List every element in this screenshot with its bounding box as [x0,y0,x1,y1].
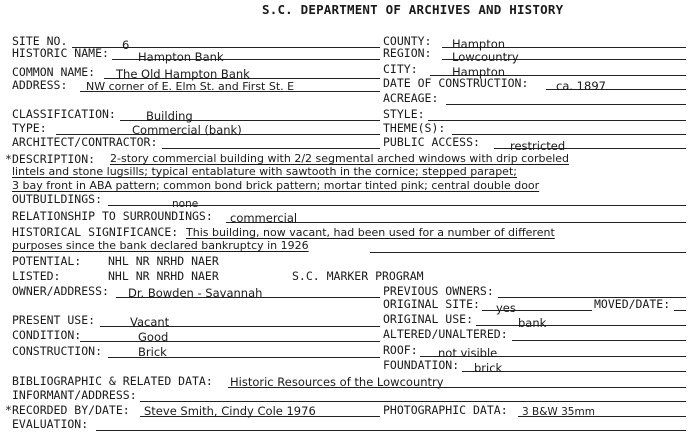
relationship-label: RELATIONSHIP TO SURROUNDINGS: [12,209,213,223]
historic-name-value: Hampton Bank [138,50,224,64]
site-no-label: SITE NO. [12,34,68,48]
common-name-value: The Old Hampton Bank [116,67,250,81]
region-value: Lowcountry [452,50,519,64]
sc-marker-program: S.C. MARKER PROGRAM [292,269,424,283]
city-label: CITY: [383,62,418,76]
condition-value: Good [138,330,169,344]
region-label: REGION: [383,46,432,60]
condition-line [80,341,380,342]
address-value: NW corner of E. Elm St. and First St. E [86,80,295,93]
original-site-value: yes [496,301,516,315]
recorded-label: RECORDED BY/DATE: [12,403,130,417]
description-marker: * [5,152,12,166]
description-line-3: 3 bay front in ABA pattern; common bond brick pattern; mortar tinted pink; central double door [12,179,540,192]
description-line-1: 2-story commercial building with 2/2 segmental arched windows with drip corbeled [110,152,570,165]
site-no-line [72,47,380,48]
owner-value: Dr. Bowden - Savannah [128,286,263,300]
description-label: DESCRIPTION: [12,152,96,166]
form-title: S.C. DEPARTMENT OF ARCHIVES AND HISTORY [262,2,564,17]
address-label: ADDRESS: [12,78,68,92]
site-no-value: 6 [122,38,130,52]
roof-label: ROOF: [383,343,418,357]
relationship-value: commercial [230,211,298,225]
county-label: COUNTY: [383,34,432,48]
informant-line [140,401,686,402]
public-access-value: restricted [510,139,566,153]
present-use-value: Vacant [130,315,170,329]
potential-label: POTENTIAL: [12,254,82,268]
architect-label: ARCHITECT/CONTRACTOR: [12,135,158,149]
listed-label: LISTED: [12,269,61,283]
photographic-label: PHOTOGRAPHIC DATA: [383,403,508,417]
potential-codes: NHL NR NRHD NAER [108,254,219,268]
common-name-label: COMMON NAME: [12,65,96,79]
moved-date-label: MOVED/DATE: [594,297,671,311]
original-use-label: ORIGINAL USE: [383,312,474,326]
public-access-label: PUBLIC ACCESS: [383,135,480,149]
construction-label: CONSTRUCTION: [12,344,103,358]
significance-line-2: purposes since the bank declared bankruptcy in 1926 [12,239,309,252]
significance-line-1: This building, now vacant, had been used for a number of different [186,226,555,239]
historic-name-label: HISTORIC NAME: [12,46,109,60]
condition-label: CONDITION: [12,328,82,342]
county-value: Hampton [452,37,506,51]
themes-label: THEME(S): [383,121,446,135]
style-label: STYLE: [383,107,425,121]
evaluation-label: EVALUATION: [12,417,89,431]
outbuildings-value: none [172,198,199,210]
architect-line [162,148,380,149]
date-of-construction-label: DATE OF CONSTRUCTION: [383,76,529,90]
evaluation-line [96,430,686,431]
description-line-2: lintels and stone lugsills; typical entablature with sawtooth in the cornice; stepped parapet; [12,165,517,178]
bibliographic-label: BIBLIOGRAPHIC & RELATED DATA: [12,374,213,388]
listed-codes: NHL NR NRHD NAER [108,269,219,283]
construction-value: Brick [138,345,167,359]
previous-owners-label: PREVIOUS OWNERS: [383,284,494,298]
classification-label: CLASSIFICATION: [12,107,116,121]
classification-value: Building [146,109,193,123]
outbuildings-label: OUTBUILDINGS: [12,192,103,206]
foundation-label: FOUNDATION: [383,358,460,372]
significance-label: HISTORICAL SIGNIFICANCE: [12,225,179,239]
original-use-line [476,325,686,326]
type-label: TYPE: [12,121,47,135]
date-of-construction-value: ca. 1897 [556,79,606,93]
style-line [428,120,686,121]
acreage-label: ACREAGE: [383,91,439,105]
recorded-marker: * [5,403,12,417]
acreage-line [446,104,686,105]
roof-value: not visible [438,346,498,360]
recorded-value: Steve Smith, Cindy Cole 1976 [144,404,316,418]
present-use-label: PRESENT USE: [12,313,96,327]
informant-label: INFORMANT/ADDRESS: [12,388,137,402]
photographic-value: 3 B&W 35mm [522,406,595,418]
city-value: Hampton [452,65,506,79]
original-site-label: ORIGINAL SITE: [383,297,480,311]
owner-label: OWNER/ADDRESS: [12,284,109,298]
bibliographic-value: Historic Resources of the Lowcountry [230,375,444,389]
altered-line [512,340,686,341]
significance-line-end [370,252,686,253]
original-use-value: bank [518,316,547,330]
moved-date-line [674,310,686,311]
altered-label: ALTERED/UNALTERED: [383,327,508,341]
foundation-value: brick [474,361,503,375]
themes-line [452,134,686,135]
type-value: Commercial (bank) [132,123,242,137]
